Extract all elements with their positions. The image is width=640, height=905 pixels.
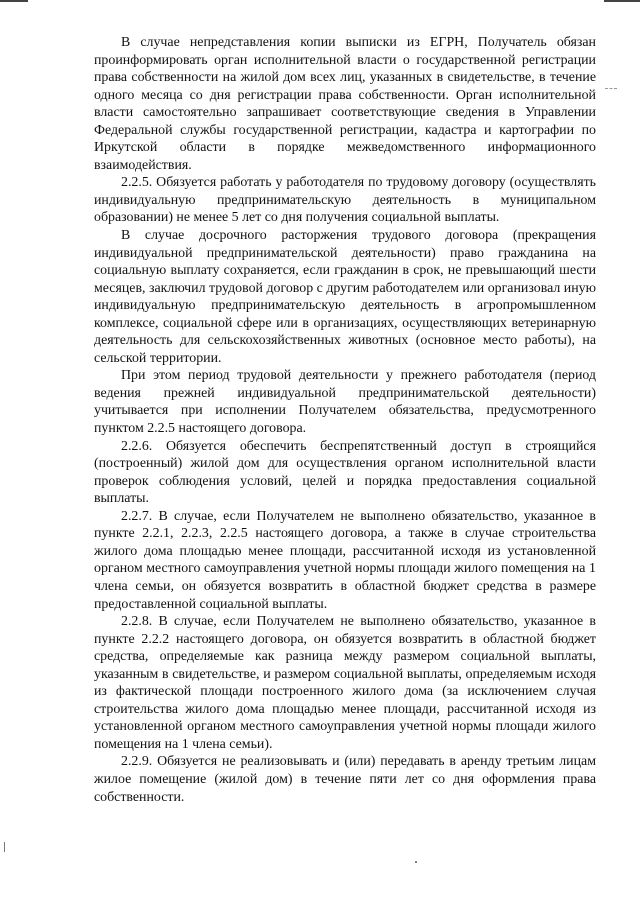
paragraph-2-2-6: 2.2.6. Обязуется обеспечить беспрепятственный доступ в строящийся (построенный) жилой дом для осуществления органом исполнительной власти проверок соблюдения условий, целей и порядка предоставления социальной выплаты. xyxy=(94,438,596,507)
paragraph-2-2-5: 2.2.5. Обязуется работать у работодателя по трудовому договору (осуществлять индивидуальную предпринимательскую деятельность в муниципальном образовании) не менее 5 лет со дня получения социальной выплаты. xyxy=(94,175,596,226)
paragraph-early-termination: В случае досрочного расторжения трудового договора (прекращения индивидуальной предпринимательской деятельности) право гражданина на социальную выплату сохраняется, если гражданин в срок, не превышающий шести месяцев, заключил трудовой договор с другим работодателем или организовал иную индивидуальную предпринимательскую деятельность в агропромышленном комплексе, социальной сфере или в организациях, осуществляющих ветеринарную деятельность для сельскохозяйственных животных (основное место работы), на сельской территории. xyxy=(94,228,596,366)
scan-edge-mark-right xyxy=(604,0,640,2)
paragraph-2-2-8: 2.2.8. В случае, если Получателем не выполнено обязательство, указанное в пункте 2.2.2 настоящего договора, он обязуется возвратить в областной бюджет средства, определяемые как разница между размером социальной выплаты, указанным в свидетельстве, и размером социальной выплаты, определяемым исходя из фактической площади построенного жилого дома (за исключением случая строительства жилого дома площадью менее площади, рассчитанной исходя из установленной органом местного самоуправления учетной нормы площади жилого помещения на 1 члена семьи). xyxy=(94,614,596,752)
paragraph-egrn-notice: В случае непредставления копии выписки из ЕГРН, Получатель обязан проинформировать орган исполнительной власти о государственной регистрации права собственности на жилой дом всех лиц, указанных в свидетельстве, в течение одного месяца со дня регистрации права собственности. Орган исполнительной власти самостоятельно запрашивает соответствующие сведения в Управлении Федеральной службы государственной регистрации, кадастра и картографии по Иркутской области в порядке межведомственного информационного взаимодействия. xyxy=(94,35,596,173)
document-body xyxy=(94,34,596,806)
scan-edge-tick xyxy=(4,842,5,852)
scan-dot xyxy=(415,861,417,863)
paragraph-2-2-9: 2.2.9. Обязуется не реализовывать и (или) передавать в аренду третьим лицам жилое помещение (жилой дом) в течение пяти лет со дня оформления права собственности. xyxy=(94,754,596,805)
scan-edge-mark-left xyxy=(0,0,28,2)
paragraph-work-period: При этом период трудовой деятельности у прежнего работодателя (период ведения прежней индивидуальной предпринимательской деятельности) учитывается при исполнении Получателем обязательства, предусмотренного пунктом 2.2.5 настоящего договора. xyxy=(94,368,596,437)
margin-mark xyxy=(605,88,617,89)
paragraph-2-2-7: 2.2.7. В случае, если Получателем не выполнено обязательство, указанное в пункте 2.2.1, 2.2.3, 2.2.5 настоящего договора, а также в случае строительства жилого дома площадью менее площади, рассчитанной исходя из установленной органом местного самоуправления учетной нормы площади жилого помещения на 1 члена семьи, он обязуется возвратить в областной бюджет средства в размере предоставленной социальной выплаты. xyxy=(94,508,596,612)
